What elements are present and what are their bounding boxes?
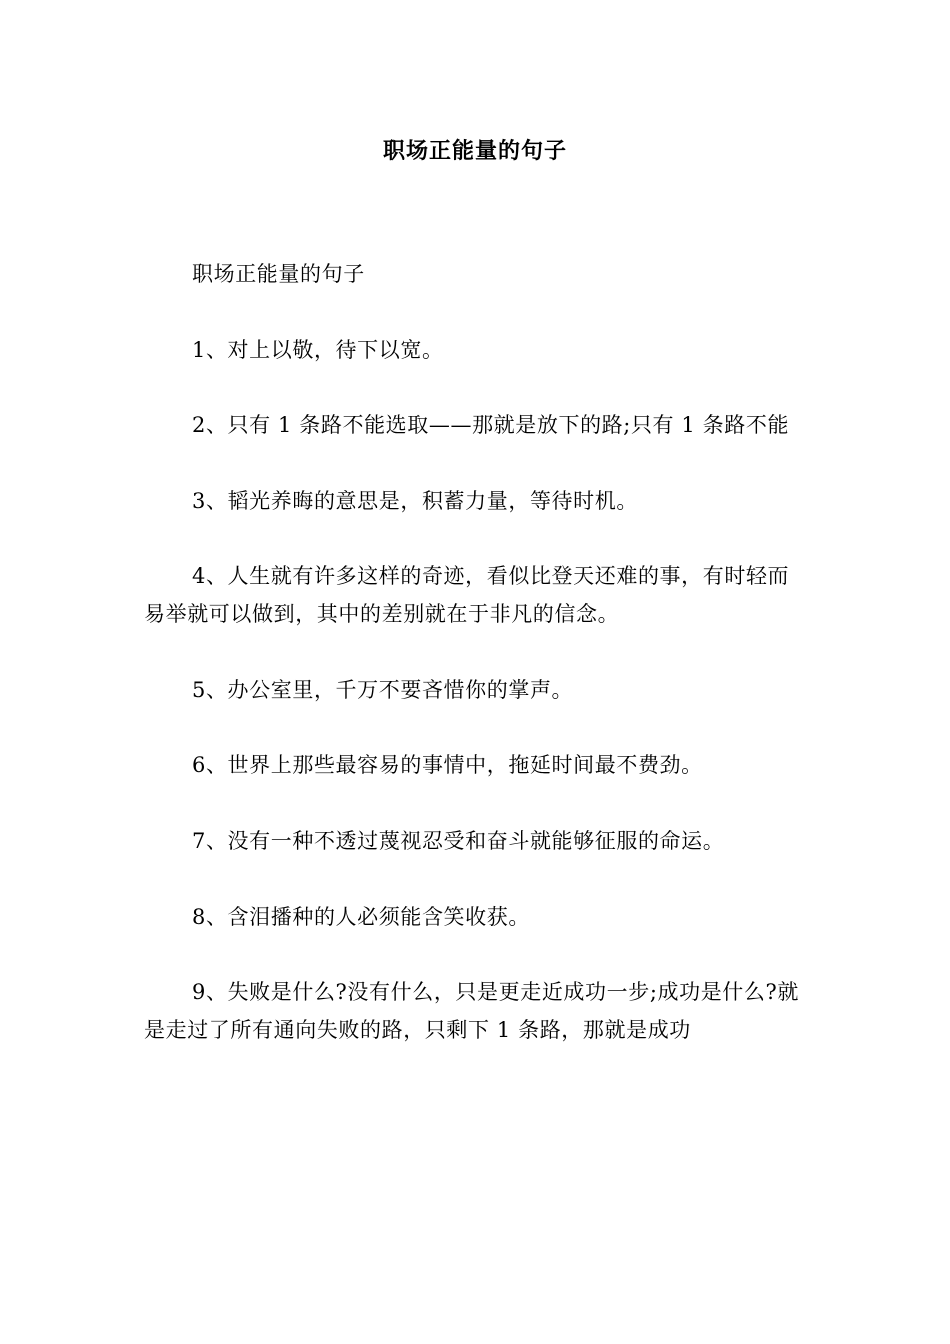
document-body	[144, 256, 810, 1088]
paragraph-item-8: 8、含泪播种的人必须能含笑收获。	[192, 904, 530, 929]
paragraph-item-7: 7、没有一种不透过蔑视忍受和奋斗就能够征服的命运。	[192, 828, 725, 853]
paragraph-item-1: 1、对上以敬，待下以宽。	[192, 337, 444, 362]
paragraph-item-6: 6、世界上那些最容易的事情中，拖延时间最不费劲。	[192, 753, 703, 778]
paragraph-item-3: 3、韬光养晦的意思是，积蓄力量，等待时机。	[192, 488, 638, 513]
paragraph-item-9: 9、失败是什么?没有什么，只是更走近成功一步;成功是什么?就是走过了所有通向失败的路，只剩下 1 条路，那就是成功	[144, 980, 799, 1042]
paragraph-heading: 职场正能量的句子	[192, 262, 365, 286]
paragraph-item-2: 2、只有 1 条路不能选取——那就是放下的路;只有 1 条路不能	[192, 413, 790, 438]
paragraph-item-5: 5、办公室里，千万不要吝惜你的掌声。	[192, 677, 574, 702]
document-title: 职场正能量的句子	[382, 139, 567, 164]
paragraph-item-4: 4、人生就有许多这样的奇迹，看似比登天还难的事，有时轻而易举就可以做到，其中的差别就在于非凡的信念。	[144, 564, 790, 627]
